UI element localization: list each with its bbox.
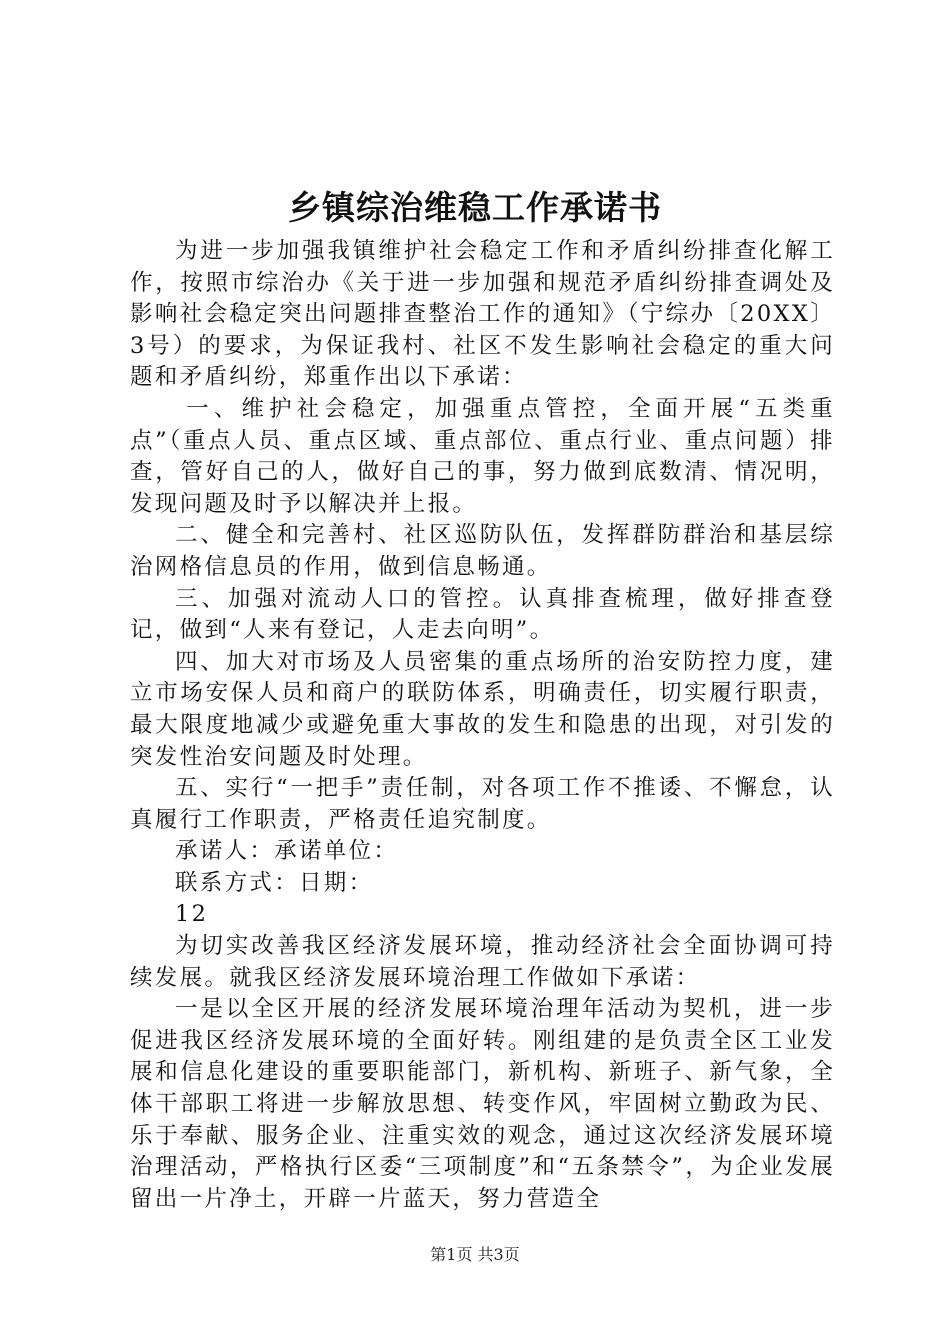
commitment-item-2: 二、健全和完善村、社区巡防队伍，发挥群防群治和基层综治网格信息员的作用，做到信息畅通。 (130, 522, 835, 580)
signature-line: 承诺人：承诺单位： (175, 838, 399, 865)
section-number: 12 (175, 901, 209, 928)
second-item-1: 一是以全区开展的经济发展环境治理年活动为契机，进一步促进我区经济发展环境的全面好转。刚组建的是负责全区工业发展和信息化建设的重要职能部门，新机构、新班子、新气象，全体干部职工将进一步解放思想、转变作风，牢固树立勤政为民、乐于奉献、服务企业、注重实效的观念，通过这次经济发展环境治理活动，严格执行区委“三项制度”和“五条禁令”，为企业发展留出一片净土，开辟一片蓝天，努力营造全 (130, 996, 835, 1212)
commitment-item-3: 三、加强对流动人口的管控。认真排查梳理，做好排查登记，做到“人来有登记，人走去向明”。 (130, 585, 835, 644)
contact-date-line: 联系方式：日期： (175, 869, 374, 896)
commitment-item-4: 四、加大对市场及人员密集的重点场所的治安防控力度，建立市场安保人员和商户的联防体系，明确责任，切实履行职责，最大限度地减少或避免重大事故的发生和隐患的出现，对引发的突发性治安问题及时处理。 (130, 648, 835, 770)
document-title: 乡镇综治维稳工作承诺书 (288, 188, 662, 227)
commitment-item-5: 五、实行“一把手”责任制，对各项工作不推诿、不懈怠，认真履行工作职责，严格责任追究制度。 (130, 775, 835, 833)
intro-paragraph: 为进一步加强我镇维护社会稳定工作和矛盾纠纷排查化解工作，按照市综治办《关于进一步加强和规范矛盾纠纷排查调处及影响社会稳定突出问题排查整治工作的通知》（宁综办〔20XX〕3号）的要求，为保证我村、社区不发生影响社会稳定的重大问题和矛盾纠纷，郑重作出以下承诺： (130, 238, 835, 391)
commitment-item-1: 一、维护社会稳定，加强重点管控，全面开展“五类重点”（重点人员、重点区域、重点部位、重点行业、重点问题）排查，管好自己的人，做好自己的事，努力做到底数清、情况明，发现问题及时予以解决并上报。 (130, 395, 835, 517)
page-indicator: 第1页 共3页 (430, 1245, 520, 1264)
second-intro-paragraph: 为切实改善我区经济发展环境，推动经济社会全面协调可持续发展。就我区经济发展环境治理工作做如下承诺： (130, 933, 835, 991)
document-body (130, 236, 835, 1215)
